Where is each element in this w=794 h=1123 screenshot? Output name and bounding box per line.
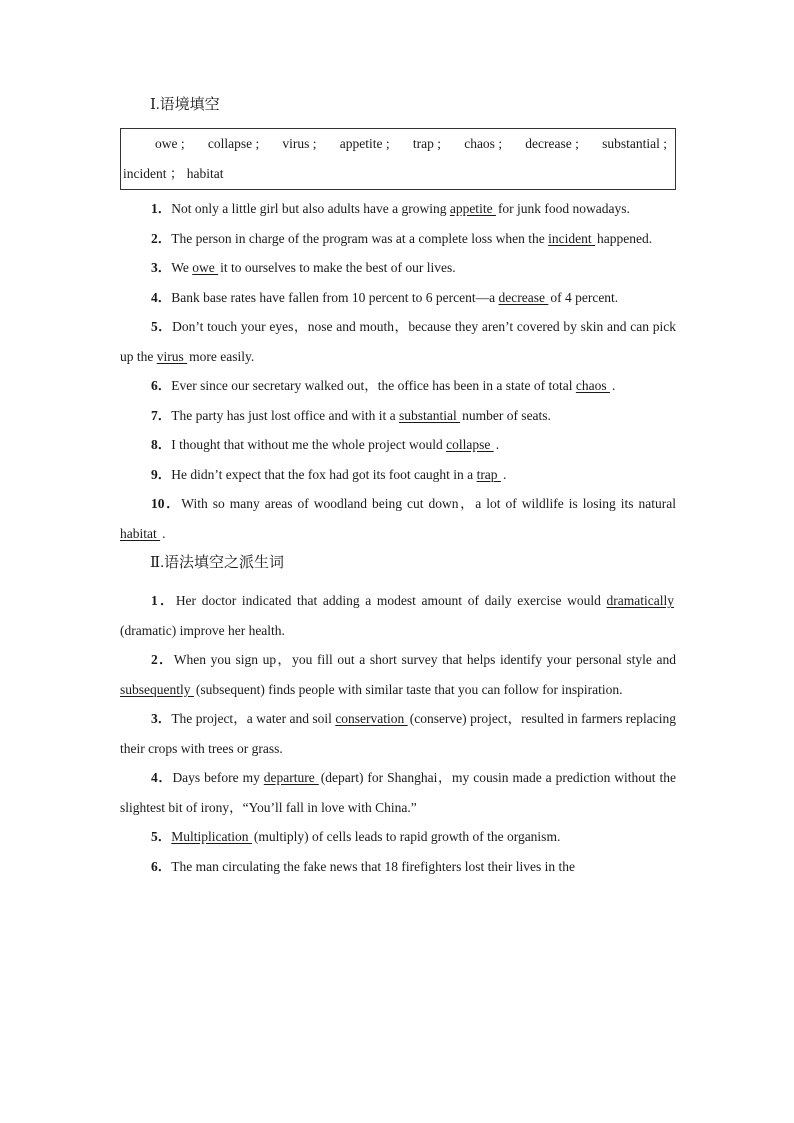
item-number: 9． [151, 466, 172, 482]
item-text-after: (multiply) of cells leads to rapid growth of the organism. [253, 829, 561, 844]
exercise-item [120, 763, 676, 822]
item-text-after: of 4 percent. [550, 289, 619, 305]
item-text-before: Bank base rates have fallen from 10 percent to 6 percent—a [171, 289, 499, 305]
word-bank-word: virus ; [282, 136, 317, 151]
item-text-before: Days before my [172, 770, 264, 785]
item-number: 1． [151, 593, 176, 608]
item-number: 6． [151, 858, 172, 874]
item-number: 4． [151, 289, 172, 305]
section2-title: Ⅱ.语法填空之派生词 [150, 555, 284, 571]
word-bank-word: owe ; [155, 136, 185, 151]
exercise-item [120, 312, 676, 371]
exercise-item [120, 371, 676, 401]
exercise-item [120, 852, 676, 882]
section1-title: Ⅰ.语境填空 [150, 97, 220, 113]
item-text-after: (conserve) project，resulted in farmers replacing their crops with trees or grass. [120, 711, 676, 756]
answer-blank: Multiplication [171, 829, 252, 844]
exercise-item [120, 822, 676, 852]
word-bank-word: collapse ; [207, 136, 260, 151]
word-bank-line2: incident ； habitat [123, 166, 224, 181]
item-text-after: happened. [597, 230, 653, 246]
item-number: 5． [151, 829, 172, 844]
answer-blank: conservation [335, 711, 408, 726]
section2-items [120, 586, 676, 881]
exercise-item [120, 194, 676, 224]
item-text-before: The party has just lost office and with it a [171, 407, 399, 423]
item-number: 6． [151, 378, 172, 393]
item-number: 3． [151, 260, 172, 275]
exercise-item [120, 430, 676, 460]
section1-items [120, 194, 676, 548]
exercise-item [120, 460, 676, 490]
worksheet-page [120, 92, 676, 881]
item-number: 4． [151, 770, 173, 785]
item-text-before: The person in charge of the program was at a complete loss when the [171, 230, 549, 246]
item-number: 10． [151, 496, 182, 511]
item-text-before: Her doctor indicated that adding a modest amount of daily exercise would [175, 593, 607, 608]
word-bank-box [120, 128, 676, 190]
exercise-item [120, 401, 676, 431]
answer-blank: appetite [449, 201, 496, 216]
exercise-item [120, 704, 676, 763]
exercise-item [120, 283, 676, 313]
item-text-before: I thought that without me the whole project would [171, 437, 447, 452]
exercise-item [120, 224, 676, 254]
item-number: 7． [151, 407, 172, 423]
answer-blank: collapse [446, 437, 494, 452]
item-text-before: When you sign up，you fill out a short survey that helps identify your personal style and [173, 652, 677, 667]
exercise-item [120, 586, 676, 645]
item-text-after: . [502, 466, 507, 482]
word-bank-line1 [121, 129, 667, 159]
item-number: 2． [151, 230, 172, 246]
answer-blank [575, 859, 577, 874]
item-number: 3． [151, 711, 172, 726]
answer-blank: trap [476, 466, 501, 482]
answer-blank: incident [548, 230, 596, 246]
item-text-before: Ever since our secretary walked out，the office has been in a state of total [171, 378, 576, 393]
item-text-before: Not only a little girl but also adults have a growing [171, 201, 450, 216]
item-text-after: . [611, 378, 616, 393]
item-number: 5． [151, 319, 173, 334]
item-text-after: more easily. [189, 348, 255, 364]
word-bank-word: chaos ; [464, 136, 503, 151]
answer-blank: owe [192, 260, 219, 275]
item-text-after: . [162, 525, 166, 541]
answer-blank: chaos [575, 378, 610, 393]
word-bank-word: trap ; [412, 136, 441, 151]
word-bank-word: decrease ; [525, 136, 579, 151]
answer-blank: dramatically [606, 593, 674, 608]
item-text-before: We [171, 260, 193, 275]
word-bank-word: substantial ; [602, 136, 667, 151]
answer-blank: subsequently [120, 681, 194, 697]
item-number: 8． [151, 437, 172, 452]
item-number: 2． [151, 652, 174, 667]
item-number: 1． [151, 201, 172, 216]
item-text-after: (depart) for Shanghai，my cousin made a prediction without the slightest bit of irony，“You’ll fall in love with China.” [120, 770, 677, 815]
item-text-before: He didn’t expect that the fox had got its foot caught in a [171, 466, 477, 482]
word-bank-word: appetite ; [339, 136, 390, 151]
item-text-after: (dramatic) improve her health. [120, 622, 285, 638]
item-text-before: Don’t touch your eyes，nose and mouth，because they aren’t covered by skin and can pick up the [120, 319, 677, 364]
item-text-before: The project，a water and soil [171, 711, 336, 726]
item-text-after: (subsequent) finds people with similar taste that you can follow for inspiration. [195, 681, 623, 697]
item-text-before: The man circulating the fake news that 18 firefighters lost their lives in the [171, 858, 575, 874]
item-text-after: for junk food nowadays. [497, 201, 630, 216]
answer-blank: habitat [120, 525, 161, 541]
exercise-item [120, 489, 676, 548]
answer-blank: departure [263, 770, 319, 785]
answer-blank: substantial [398, 407, 461, 423]
exercise-item [120, 645, 676, 704]
item-text-before: With so many areas of woodland being cut down，a lot of wildlife is losing its natural [181, 496, 676, 511]
item-text-after: . [495, 437, 500, 452]
item-text-after: it to ourselves to make the best of our lives. [220, 260, 456, 275]
exercise-item [120, 253, 676, 283]
item-text-after: number of seats. [462, 407, 551, 423]
answer-blank: decrease [498, 289, 549, 305]
answer-blank: virus [156, 348, 188, 364]
